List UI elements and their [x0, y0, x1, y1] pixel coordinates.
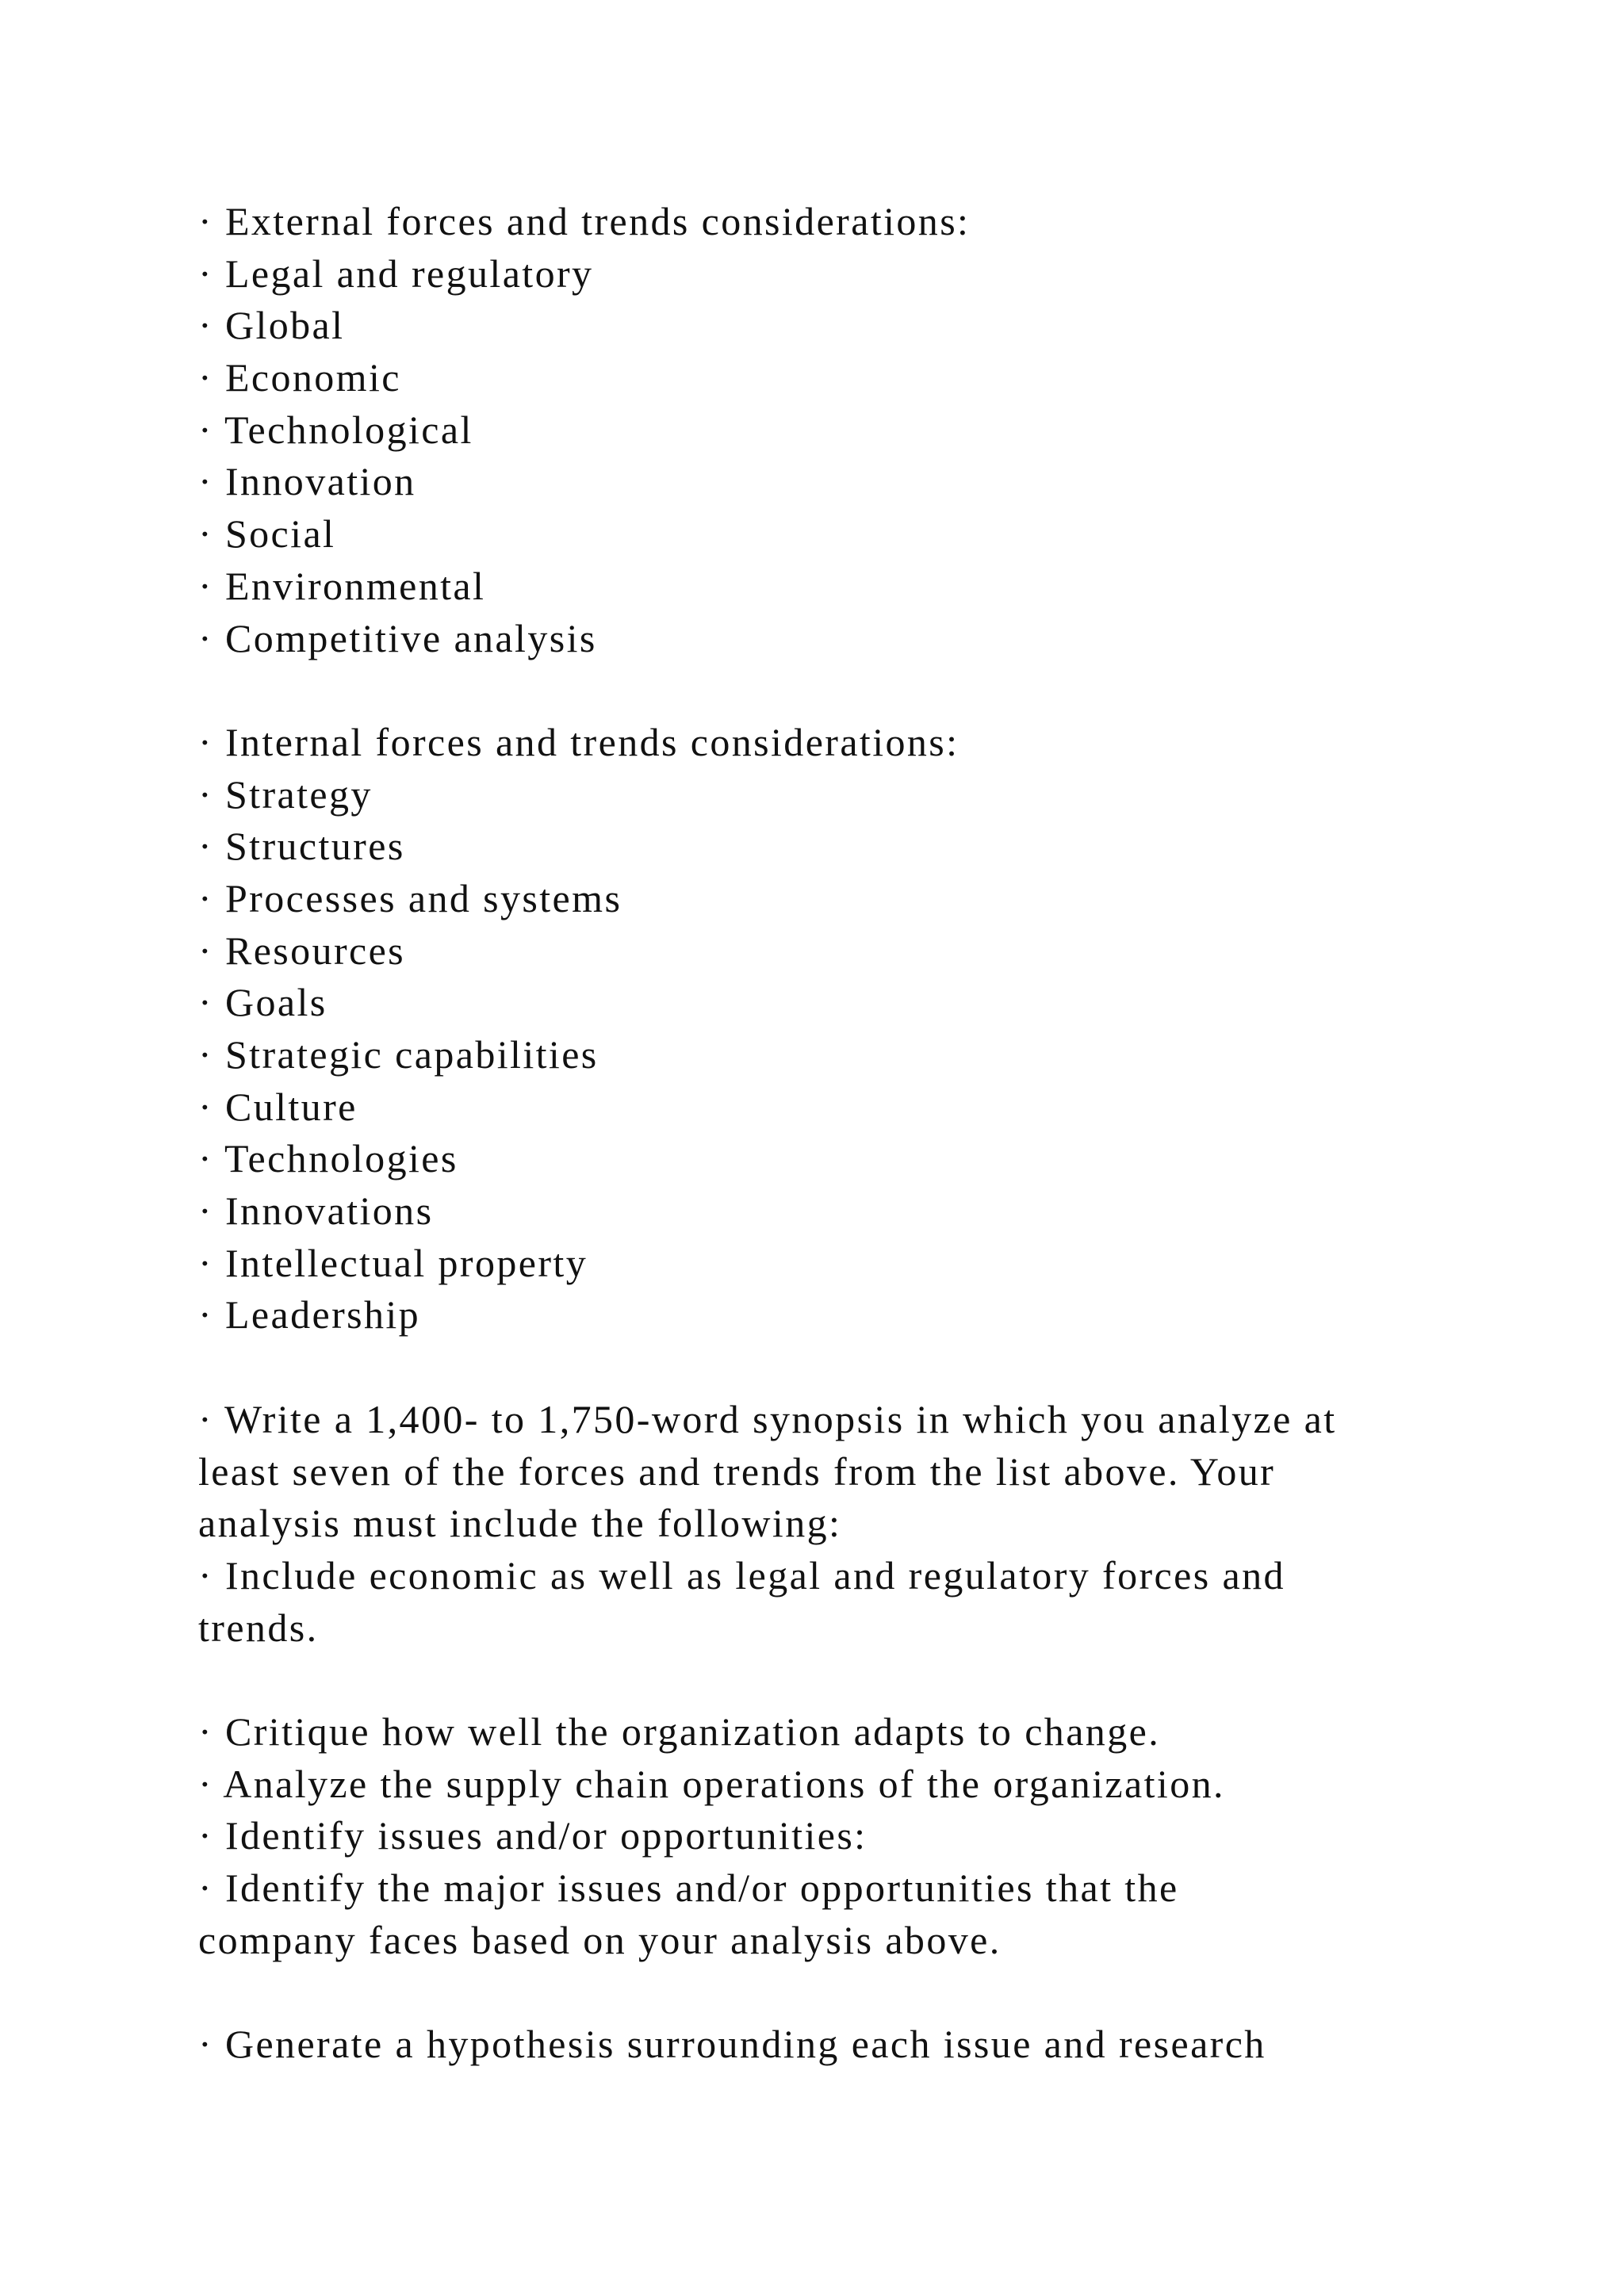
external-item-innovation: · Innovation [198, 459, 416, 504]
external-item-competitive: · Competitive analysis [198, 615, 597, 660]
internal-item-processes: · Processes and systems [198, 875, 622, 920]
task-line: · Critique how well the organization adapts to change. [198, 1709, 1161, 1754]
external-item-legal: · Legal and regulatory [198, 251, 594, 296]
internal-item-resources: · Resources [198, 928, 406, 973]
internal-item-strategy: · Strategy [198, 771, 373, 817]
synopsis-line: · Include economic as well as legal and regulatory forces and [198, 1552, 1285, 1598]
synopsis-line: trends. [198, 1605, 319, 1650]
paragraph-spacer [198, 1966, 1546, 2019]
hypothesis-line: · Generate a hypothesis surrounding each issue and research [198, 2022, 1266, 2067]
internal-item-leadership: · Leadership [198, 1292, 421, 1337]
external-forces-heading: · External forces and trends considerations: [198, 199, 971, 243]
internal-item-structures: · Structures [198, 824, 405, 869]
document-body [198, 196, 1546, 2071]
task-line: · Identify issues and/or opportunities: [198, 1813, 868, 1858]
external-item-global: · Global [198, 303, 345, 348]
task-line: company faces based on your analysis above. [198, 1917, 1002, 1962]
internal-forces-heading: · Internal forces and trends considerations: [198, 719, 959, 764]
internal-item-technologies: · Technologies [198, 1136, 458, 1181]
internal-item-innovations: · Innovations [198, 1188, 434, 1234]
internal-item-goals: · Goals [198, 980, 327, 1025]
internal-item-ip: · Intellectual property [198, 1240, 588, 1285]
external-item-social: · Social [198, 511, 336, 557]
external-item-technological: · Technological [198, 407, 473, 452]
paragraph-spacer [198, 1341, 1546, 1394]
paragraph-spacer [198, 1654, 1546, 1706]
task-line: · Identify the major issues and/or opportunities that the [198, 1866, 1179, 1910]
task-line: · Analyze the supply chain operations of the organization. [198, 1761, 1225, 1806]
external-item-economic: · Economic [198, 355, 401, 400]
external-item-environmental: · Environmental [198, 563, 486, 608]
synopsis-line: · Write a 1,400- to 1,750-word synopsis in which you analyze at [198, 1396, 1337, 1441]
synopsis-line: analysis must include the following: [198, 1501, 842, 1546]
internal-item-culture: · Culture [198, 1084, 358, 1129]
internal-item-capabilities: · Strategic capabilities [198, 1032, 599, 1077]
paragraph-spacer [198, 664, 1546, 717]
synopsis-line: least seven of the forces and trends from the list above. Your [198, 1448, 1276, 1494]
